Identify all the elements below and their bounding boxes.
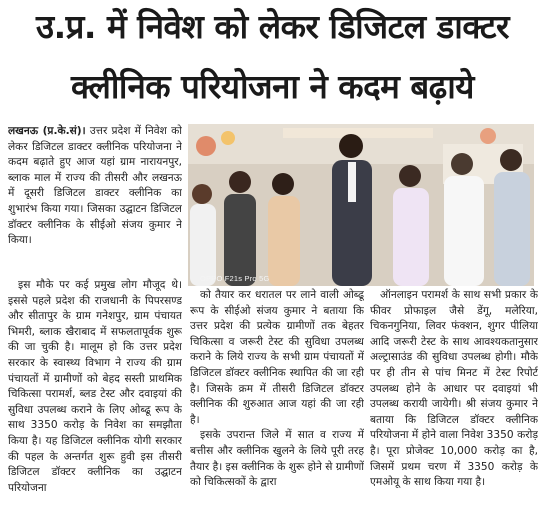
news-photo [188,124,534,286]
camera-watermark: OPPO F21s Pro 5G [200,274,270,283]
article-column-middle [190,288,364,530]
body-paragraph: को तैयार कर धरातल पर लाने वाली ओब्ढू रूप के सीईओ संजय कुमार ने बताया कि उत्तर प्रदेश की प्रत्येक ग्रामीणों तक बेहतर चिकित्सा व जरूरी टेस्ट की सुविधा उपलब्ध कराने के लिये राज्य के सभी ग्राम पंचायतों में डिजिटल डॉक्टर क्लीनिक स्थापित की जा रही है। जिसके क्रम में तीसरी डिजिटल डॉक्टर क्लीनिक की शुरुआत आज यहां की जा रही है। [190,289,364,426]
headline-line-2: क्लीनिक परियोजना ने कदम बढ़ाये [71,67,474,106]
article-column-left-bottom [8,278,182,530]
article-column-left-top [8,124,182,276]
body-paragraph: इस मौके पर कई प्रमुख लोग मौजूद थे। इससे पहले प्रदेश की राजधानी के पिपरसण्ड और सीतापुर के ग्राम गनेशपुर, ग्राम पंचायत भिमरी, ब्लाक खैराबाद में सफलतापूर्वक शुरू की जा चुकी है। मालूम हो कि उत्तर प्रदेश सरकार के स्वास्थ्य विभाग ने राज्य की ग्राम पंचायतों में ग्रामीणों को बेहद सस्ती प्राथमिक चिकित्सा परामर्श, ब्लड टेस्ट और दवाइयां की सुविधा उपलब्ध कराने के लिए ओब्ढू रूप के साथ 3350 करोड़ के निवेश का समझौता किया है। यह डिजिटल क्लीनिक योगी सरकार की पहल के अन्तर्गत शुरू हुवी इस तीसरी डिजिटल डॉक्टर क्लीनिक का उद्घाटन परियोजना [8,279,182,494]
intro-paragraph: उत्तर प्रदेश में निवेश को लेकर डिजिटल डाक्टर क्लीनिक परियोजना ने कदम बढ़ाते हुए आज यहां ग्राम नारायनपुर, ब्लाक माल में राज्य की तीसरी और लखनऊ में दूसरी डिजिटल डाक्टर क्लीनिक का शुभारंभ किया गया। जिसका उद्घाटन डिजिटल डॉक्टर क्लीनिक के सीईओ संजय कुमार ने किया। [8,125,182,247]
group-photo-illustration [188,124,534,286]
article-column-right [370,288,538,530]
body-paragraph: इसके उपरान्त जिले में सात व राज्य में बत्तीस और क्लीनिक खुलने के लिये पूरी तरह तैयार है। इस क्लीनिक के शुरू होने से ग्रामीणों को चिकित्सकों के द्वारा [190,429,364,489]
body-paragraph: ऑनलाइन परामर्श के साथ सभी प्रकार के फीवर प्रोफाइल जैसे डेंगू, मलेरिया, चिकनगुनिया, लिवर फंक्शन, शुगर पीलिया आदि जरूरी टेस्ट के साथ आवश्यकतानुसार अल्ट्रासाउंड की सुविधा उपलब्ध होगी। मौके पर ही तीन से पांच मिनट में टेस्ट रिपोर्ट उपलब्ध होने के आधार पर दवाइयां भी उपलब्ध करायी जायेगी। श्री संजय कुमार ने बताया कि डिजिटल डॉक्टर क्लीनिक परियोजना में होने वाला निवेश 3350 करोड़ है। पूरा प्रोजेक्ट 10,000 करोड़ का है, जिसमें प्रथम चरण में 3350 करोड़ के एमओयू के साथ किया गया है। [370,289,538,489]
dateline: लखनऊ (प्र.के.सं)। [8,125,86,137]
headline-line-1: उ.प्र. में निवेश को लेकर डिजिटल डाक्टर [36,7,509,46]
